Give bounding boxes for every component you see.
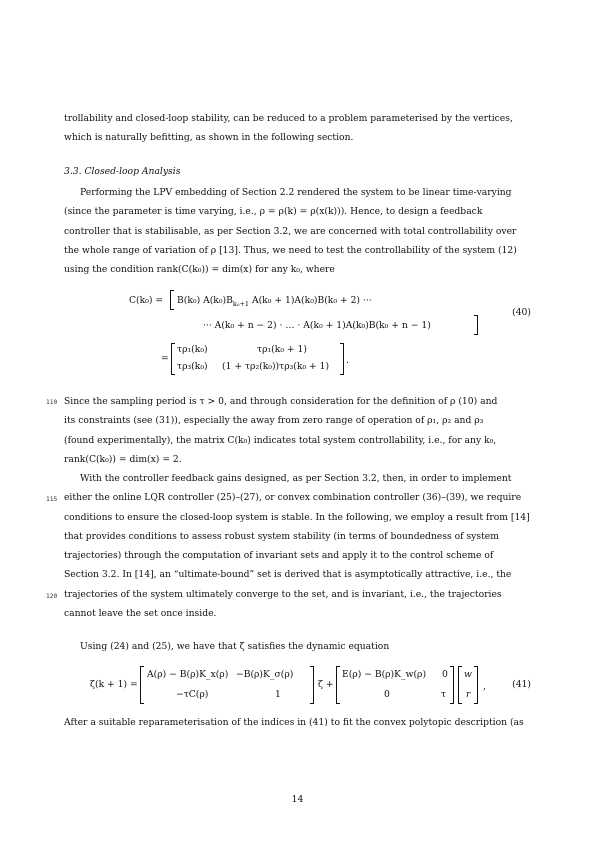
- text-line: trollability and closed-loop stability, can be reduced to a problem parameterised by the vertices,: [64, 113, 513, 124]
- text-line: the whole range of variation of ρ [13]. Thus, we need to test the controllability of the system (12): [64, 244, 517, 256]
- paragraph-dynamic-equation: [64, 637, 531, 656]
- matrix-bracket-left: [140, 666, 144, 704]
- text-line: Section 3.2. In [14], an “ultimate-bound” set is derived that is asymptotically attractive, i.e., the: [64, 569, 512, 581]
- text-line: rank(C(k₀)) = dim(x) = 2.: [64, 453, 182, 465]
- text-line: that provides conditions to assess robust system stability (in terms of boundedness of system: [64, 530, 499, 542]
- matrix-bracket-left: [336, 666, 340, 704]
- vector-entry: r: [466, 689, 471, 700]
- eq40-period: .: [346, 355, 349, 366]
- equation-number: (41): [512, 679, 531, 690]
- matrix-entry: τρ₁(k₀ + 1): [257, 344, 307, 355]
- text-line: trajectories of the system ultimately converge to the set, and is invariant, i.e., the trajectories: [64, 588, 502, 600]
- matrix-bracket-right: [340, 343, 344, 375]
- text-line: Using (24) and (25), we have that ζ satisfies the dynamic equation: [80, 641, 390, 652]
- equation-number: (40): [512, 307, 531, 318]
- text-line: After a suitable reparameterisation of the indices in (41) to fit the convex polytopic description (as: [64, 717, 524, 728]
- bracket-left: [170, 290, 174, 310]
- eq41-lhs: ζ(k + 1) =: [90, 679, 138, 690]
- matrix-entry: (1 + τρ₂(k₀))τρ₃(k₀ + 1): [222, 361, 330, 372]
- matrix-entry: E(ρ) − B(ρ)K_w(ρ): [342, 669, 427, 680]
- eq40-row2: ··· A(k₀ + n − 2) · … · A(k₀ + 1)A(k₀)B(k₀ + n − 1): [203, 320, 431, 331]
- line-number: 120: [46, 593, 58, 600]
- paragraph-lpv-embedding: [64, 183, 531, 279]
- text-line: (found experimentally), the matrix C(k₀) indicates total system controllability, i.e., for any k₀,: [64, 434, 497, 446]
- text-line: using the condition rank(C(k₀)) = dim(x) for any k₀, where: [64, 264, 335, 276]
- text-line: which is naturally befitting, as shown in the following section.: [64, 132, 354, 144]
- vector-bracket-left: [458, 666, 462, 704]
- paragraph-stability: [64, 469, 531, 623]
- section-heading: 3.3. Closed-loop Analysis: [64, 166, 181, 177]
- matrix-entry: τρ₁(k₀): [177, 344, 208, 355]
- eq40-term: B(k₀) A(k₀)B: [177, 295, 233, 306]
- line-number: 115: [46, 496, 58, 503]
- text-line: cannot leave the set once inside.: [64, 608, 217, 620]
- matrix-bracket-right: [450, 666, 454, 704]
- matrix-entry: −τC(ρ): [176, 689, 209, 700]
- matrix-entry: A(ρ) − B(ρ)K_x(ρ): [147, 669, 229, 680]
- intro-paragraph: [64, 109, 531, 148]
- page-number: 14: [291, 794, 304, 805]
- text-line: With the controller feedback gains designed, as per Section 3.2, then, in order to implement: [80, 473, 512, 484]
- text-line: trajectories) through the computation of invariant sets and apply it to the control scheme of: [64, 550, 494, 562]
- eq41-zeta-plus: ζ +: [318, 679, 334, 690]
- eq41-comma: ,: [483, 681, 486, 692]
- text-line: controller that is stabilisable, as per Section 3.2, we are concerned with total controllability over: [64, 225, 517, 237]
- matrix-entry: τρ₃(k₀): [177, 361, 208, 372]
- line-number: 110: [46, 399, 58, 406]
- matrix-entry: 0: [384, 689, 390, 700]
- eq40-row1: [177, 295, 372, 308]
- eq40-equals: =: [161, 353, 169, 364]
- eq40-term: A(k₀ + 1)A(k₀)B(k₀ + 2) ···: [249, 295, 372, 306]
- text-line: Since the sampling period is τ > 0, and through consideration for the definition of ρ (10) and: [64, 396, 498, 407]
- paragraph-reparameterisation: [64, 713, 531, 732]
- text-line: Performing the LPV embedding of Section 2.2 rendered the system to be linear time-varying: [80, 187, 512, 198]
- bracket-right: [474, 315, 478, 335]
- matrix-entry: −B(ρ)K_σ(ρ): [236, 669, 294, 680]
- eq40-lhs: C(k₀) =: [129, 295, 164, 306]
- matrix-entry: 1: [275, 689, 281, 700]
- text-line: (since the parameter is time varying, i.e., ρ = ρ(k) = ρ(x(k))). Hence, to design a feedback: [64, 206, 483, 218]
- eq40-subscript: k₀+1: [232, 299, 250, 308]
- vector-bracket-right: [474, 666, 478, 704]
- matrix-entry: τ: [441, 689, 447, 700]
- paragraph-controllability: [64, 392, 531, 469]
- matrix-bracket-left: [171, 343, 175, 375]
- matrix-entry: 0: [442, 669, 448, 680]
- matrix-bracket-right: [310, 666, 314, 704]
- text-line: either the online LQR controller (25)–(27), or convex combination controller (36)–(39), we require: [64, 492, 522, 504]
- text-line: conditions to ensure the closed-loop system is stable. In the following, we employ a result from [14]: [64, 511, 530, 523]
- vector-entry: w: [464, 669, 472, 680]
- text-line: its constraints (see (31)), especially the away from zero range of operation of ρ₁, ρ₂ and ρ₃: [64, 415, 484, 427]
